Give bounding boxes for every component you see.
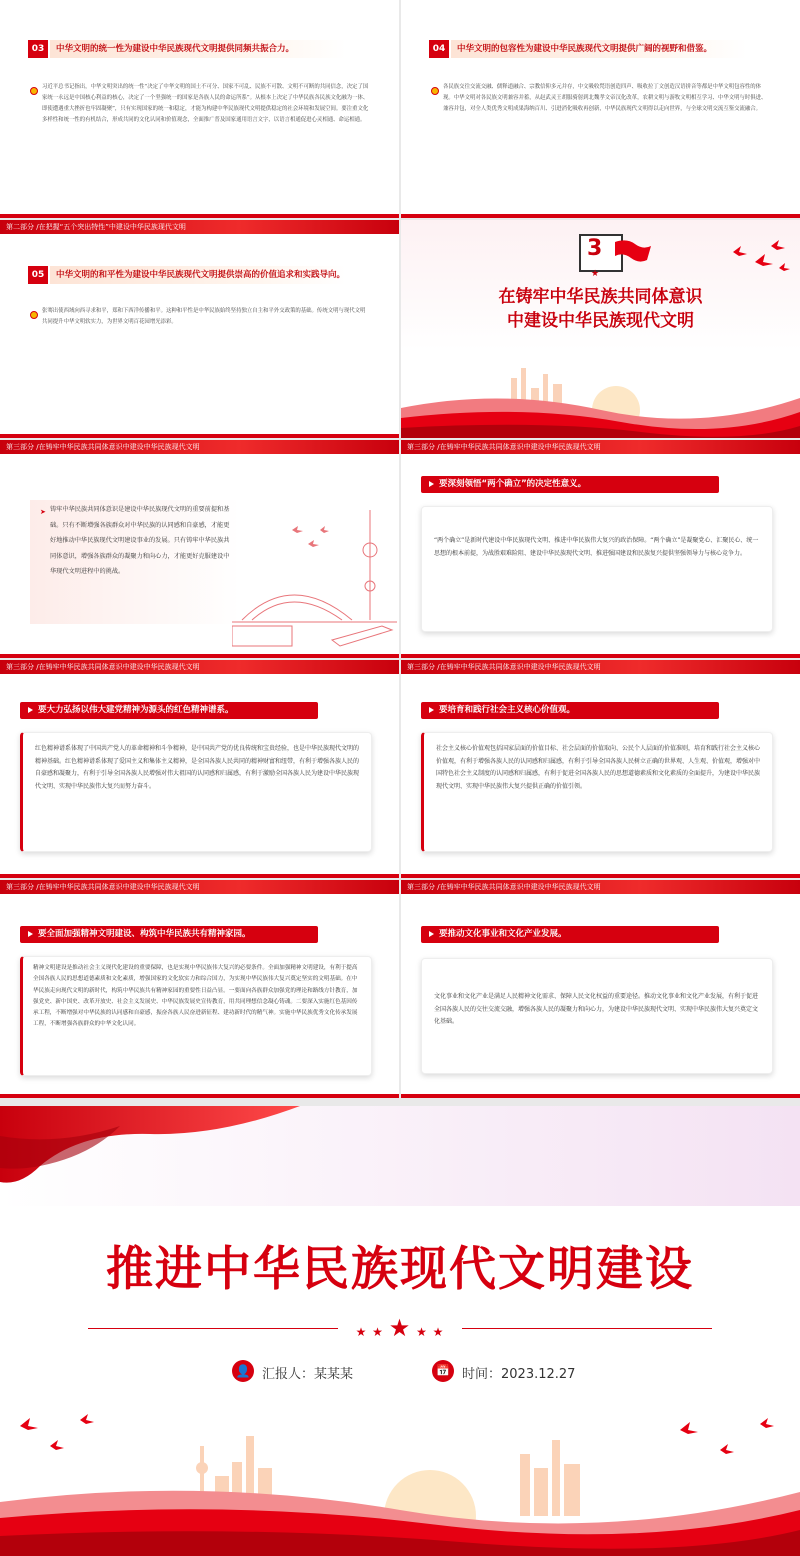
slide-core-values <box>401 660 800 878</box>
section-title: 中华文明的和平性为建设中华民族现代文明提供崇高的价值追求和实践导向。 <box>50 266 346 284</box>
section-body: 文化事业和文化产业是满足人民精神文化需求、保障人民文化权益的重要途径。推动文化事业和文化产业发展，有利于促进全国各族人民的交往交流交融，增强各族人民的凝聚力和向心力，为建设中华民族现代文明、实现中华民族伟大复兴奠定文化基础。 <box>434 993 759 1025</box>
part-header: 第三部分 /在铸牢中华民族共同体意识中建设中华民族现代文明 <box>0 880 399 894</box>
bottom-bar <box>0 874 399 878</box>
bullet-icon <box>30 311 38 319</box>
part-header: 第三部分 /在铸牢中华民族共同体意识中建设中华民族现代文明 <box>401 660 800 674</box>
section-body: 习近平总书记指出，中华文明突出的统一性“决定了中华文明的国土不可分、国家不可乱、民族不可散、文明不可断的共同信念，决定了国家统一永远是中国核心利益的核心，决定了一个坚强统一的国家是各族人民的命运所系”。从根本上决定了中华民族各民族文化融为一体、即使遭遇重大挫折也牢固凝聚”，只有实现国家的统一和稳定，才能为构建中华民族现代文明提供稳定的社会环境和发展空间。要注重文化多样性和统一性的有机结合，形成共同的文化认同和价值观念，全面推广普及国家通用语言文字，以语言相通促进心灵相通、命运相通。 <box>42 84 369 123</box>
divider-right <box>462 1328 712 1329</box>
section-number: 05 <box>28 266 48 284</box>
bottom-bar <box>401 874 800 878</box>
content-card <box>421 732 773 852</box>
slide-red-spirit <box>0 660 399 878</box>
section-body: 铸牢中华民族共同体意识是建设中华民族现代文明的重要前提和基础。只有不断增强各族群众对中华民族的认同感和自豪感，才能更好地推动中华民族现代文明建设事业的发展。只有铸牢中华民族共同体意识，增强各族群众的凝聚力和向心力，才能更好克服建设中华现代文明进程中的挑战。 <box>50 506 230 575</box>
slide-unity <box>0 0 399 218</box>
slide-two-establishments <box>401 440 800 658</box>
section-body: 社会主义核心价值观包括国家层面的价值目标、社会层面的价值取向、公民个人层面的价值准则，培育和践行社会主义核心价值观，有利于增强各族人民的认同感和归属感，有利于引导全国各族人民树立正确的世界观、人生观、价值观，增强对中国特色社会主义制度的认同感和归属感，有利于促进全国各族人民的思想道德素质和文化素质的全面提升，为建设中华民族现代文明、实现中华民族伟大复兴提供正确的价值引领。 <box>436 745 761 790</box>
section-body: “两个确立”是新时代建设中华民族现代文明、推进中华民族伟大复兴的政治保障。“两个确立”是凝聚党心、汇聚民心、统一思想的根本前提，为战胜艰难险阻、建设中华民族现代文明、推进强国建设和民族复兴提供坚强领导力与核心竞争力。 <box>434 537 759 557</box>
bullet-icon <box>431 87 439 95</box>
ribbon-decoration <box>0 1106 800 1206</box>
section-title-line1: 在铸牢中华民族共同体意识 <box>498 287 703 307</box>
triangle-icon <box>429 481 434 487</box>
closing-title: 推进中华民族现代文明建设 <box>106 1242 694 1297</box>
section-badge-number: 3 <box>587 236 603 261</box>
divider-left <box>88 1328 338 1329</box>
section-heading-text: 要推动文化事业和文化产业发展。 <box>439 929 567 939</box>
reporter-label: 汇报人：某某某 <box>262 1367 354 1382</box>
slide-section-title <box>401 220 800 438</box>
star-icon: ★ <box>591 269 600 279</box>
section-heading <box>20 702 318 719</box>
content-card <box>20 732 372 852</box>
arrow-bullet-icon: ➤ <box>40 508 46 516</box>
content-card <box>421 958 773 1074</box>
bottom-bar <box>401 1094 800 1098</box>
skyline-wave-decoration <box>401 348 800 438</box>
slide-inclusiveness <box>401 0 800 218</box>
part-header: 第三部分 /在铸牢中华民族共同体意识中建设中华民族现代文明 <box>401 440 800 454</box>
part-header: 第三部分 /在铸牢中华民族共同体意识中建设中华民族现代文明 <box>401 880 800 894</box>
person-icon: 👤 <box>232 1360 254 1382</box>
content-card <box>421 506 773 632</box>
section-heading <box>20 926 318 943</box>
slide-community-consciousness <box>0 440 399 658</box>
bottom-bar <box>0 654 399 658</box>
bottom-bar <box>401 214 800 218</box>
slide-spiritual-home <box>0 880 399 1098</box>
section-body: 精神文明建设是推动社会主义现代化建设的重要保障，也是实现中华民族伟大复兴的必要条件。全面加强精神文明建设，有利于提高全国各族人民的思想道德素质和文化素质，增强国家的文化软实力和综合国力，为实现中华民族伟大复兴奠定坚实的文明基础。在中华民族走向现代文明的新时代，构筑中华民族共有精神家园的重要性日益凸显。一要面向各族群众加强党的理论和路线方针教育，加强党史、新中国史、改革开放史、社会主义发展史、中华民族发展史宣传教育，用共同理想信念凝心铸魂。二要深入实施红色基因传承工程，不断增强对中华民族的认同感和自豪感，振奋各族人民奋进新征程、建功新时代的精气神。实施中华民族优秀文化传承发展工程，不断增强各族群众的中华文化认同。 <box>33 965 358 1028</box>
bottom-bar <box>0 434 399 438</box>
content-card <box>20 956 372 1076</box>
section-heading-text: 要深刻领悟“两个确立”的决定性意义。 <box>439 479 587 489</box>
triangle-icon <box>429 931 434 937</box>
section-number: 04 <box>429 40 449 58</box>
section-body: 红色精神谱系体现了中国共产党人的革命精神和斗争精神，是中国共产党的优良传统和宝贵经验，也是中华民族现代文明的精神基础。红色精神谱系体现了爱国主义和集体主义精神，是全国各族人民共同的精神财富和纽带，有利于增强各族人民的自豪感和凝聚力，有利于引导全国各族人民增强对伟大祖国的认同感和归属感，有利于激励全国各族人民为建设中华民族现代文明、实现中华民族伟大复兴而努力奋斗。 <box>35 745 360 790</box>
section-title: 中华文明的统一性为建设中华民族现代文明提供同频共振合力。 <box>50 40 346 58</box>
part-header: 第三部分 /在铸牢中华民族共同体意识中建设中华民族现代文明 <box>0 660 399 674</box>
section-title: 中华文明的包容性为建设中华民族现代文明提供广阔的视野和借鉴。 <box>451 40 747 58</box>
triangle-icon <box>28 707 33 713</box>
calendar-icon: 📅 <box>432 1360 454 1382</box>
section-heading-text: 要大力弘扬以伟大建党精神为源头的红色精神谱系。 <box>38 705 234 715</box>
section-body: 各民族交往交流交融、儒释道融合、宗教信仰多元并存，中文吸收梵语创造四声、吸收拉丁文创造汉语拼音等都是中华文明包容性的体现。中华文明对各民族文明兼容并蓄，从赵武灵王胡服骑射到北魏孝文帝汉化改革，农耕文明与游牧文明相互学习、中华文明与时俱进、兼容并包，对全人类优秀文明成果海纳百川、引进消化吸收再创新，中华民族现代文明得以走向世界，与全球文明交流互鉴交流融合。 <box>443 84 767 112</box>
landmark-illustration <box>232 500 397 650</box>
slide-closing <box>0 1106 800 1556</box>
bullet-icon <box>30 87 38 95</box>
section-heading <box>421 476 719 493</box>
section-title-line2: 中建设中华民族现代文明 <box>507 311 694 331</box>
stars-decoration: ★ ★ ★ ★ ★ <box>355 1314 445 1342</box>
section-heading-text: 要培育和践行社会主义核心价值观。 <box>439 705 576 715</box>
part-header: 第三部分 /在铸牢中华民族共同体意识中建设中华民族现代文明 <box>0 440 399 454</box>
triangle-icon <box>429 707 434 713</box>
slide-cultural-industry <box>401 880 800 1098</box>
slide-peace <box>0 220 399 438</box>
bottom-bar <box>0 214 399 218</box>
triangle-icon <box>28 931 33 937</box>
flag-icon <box>613 238 653 264</box>
section-heading <box>421 926 719 943</box>
doves-icon <box>723 232 793 282</box>
skyline-wave-decoration <box>0 1406 800 1556</box>
part-header: 第二部分 /在把握“五个突出特性”中建设中华民族现代文明 <box>0 220 399 234</box>
section-heading <box>421 702 719 719</box>
section-number: 03 <box>28 40 48 58</box>
bottom-bar <box>0 1094 399 1098</box>
bottom-bar <box>401 654 800 658</box>
section-body: 张骞出使西域向西寻求和平，郑和下西洋传播和平。这种和平性是中华民族始终坚持独立自主和平外交政策的基础。传统文明与现代文明共同提升中华文明软实力，为世界文明百花园增光添彩。 <box>42 308 366 325</box>
section-heading-text: 要全面加强精神文明建设、构筑中华民族共有精神家园。 <box>38 929 251 939</box>
time-label: 时间：2023.12.27 <box>462 1367 576 1382</box>
